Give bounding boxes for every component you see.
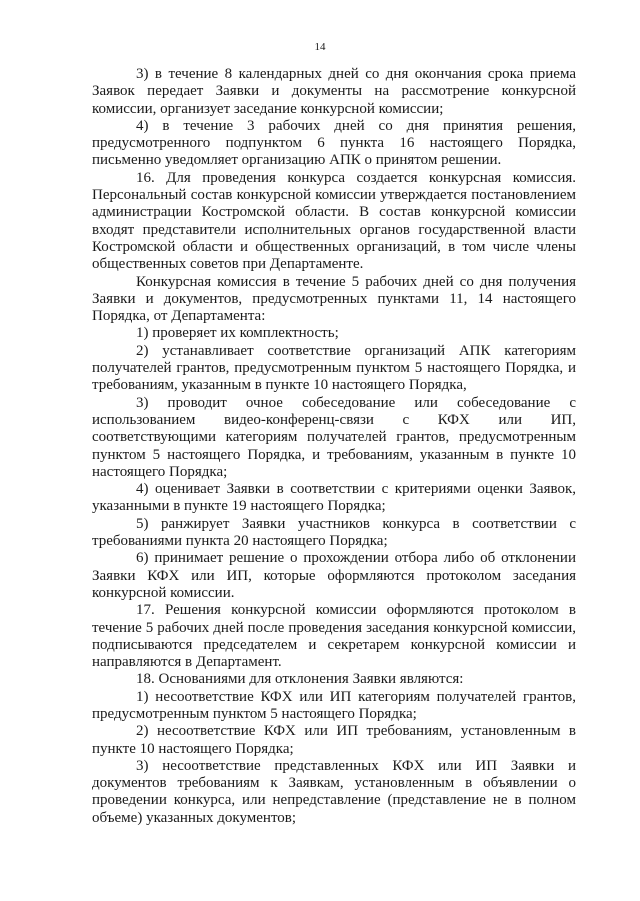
paragraph: 4) оценивает Заявки в соответствии с критериями оценки Заявок, указанными в пункте 19 настоящего Порядка; [92, 481, 576, 515]
paragraph: 6) принимает решение о прохождении отбора либо об отклонении Заявки КФХ или ИП, которые оформляются протоколом заседания конкурсной комиссии. [92, 550, 576, 601]
paragraph: 17. Решения конкурсной комиссии оформляются протоколом в течение 5 рабочих дней после проведения заседания конкурсной комиссии, подписываются председателем и секретарем конкурсной комиссии и направляются в Департамент. [92, 602, 576, 671]
paragraph: 5) ранжирует Заявки участников конкурса в соответствии с требованиями пункта 20 настоящего Порядка; [92, 515, 576, 550]
paragraph: 2) несоответствие КФХ или ИП требованиям, установленным в пункте 10 настоящего Порядка; [92, 723, 576, 757]
paragraph: 1) несоответствие КФХ или ИП категориям получателей грантов, предусмотренным пунктом 5 настоящего Порядка; [92, 688, 576, 722]
page-number: 14 [314, 41, 326, 53]
paragraph: Конкурсная комиссия в течение 5 рабочих дней со дня получения Заявки и документов, предусмотренных пунктами 11, 14 настоящего Порядка, от Департамента: [92, 273, 576, 325]
paragraph: 3) проводит очное собеседование или собеседование с использованием видео-конференц-связи с КФХ или ИП, соответствующими категориям получателей грантов, предусмотренным пунктом 5 настоящего Порядка, и требованиям, указанным в пункте 10 настоящего Порядка; [92, 394, 576, 480]
paragraph: 18. Основаниями для отклонения Заявки являются: [136, 671, 464, 688]
document-body [92, 66, 576, 827]
paragraph: 3) несоответствие представленных КФХ или ИП Заявки и документов требованиям к Заявкам, установленным в объявлении о проведении конкурса, или непредставление (представление не в полном объеме) указанных документов; [92, 757, 576, 826]
paragraph: 2) устанавливает соответствие организаций АПК категориям получателей грантов, предусмотренным пунктом 5 настоящего Порядка, и требованиям, указанным в пункте 10 настоящего Порядка, [92, 342, 576, 394]
paragraph: 4) в течение 3 рабочих дней со дня принятия решения, предусмотренного подпунктом 6 пункта 16 настоящего Порядка, письменно уведомляет организацию АПК о принятом решении. [92, 117, 576, 169]
paragraph: 3) в течение 8 календарных дней со дня окончания срока приема Заявок передает Заявки и документы на рассмотрение конкурсной комиссии, организует заседание конкурсной комиссии; [92, 66, 576, 117]
paragraph: 1) проверяет их комплектность; [136, 325, 339, 342]
paragraph: 16. Для проведения конкурса создается конкурсная комиссия. Персональный состав конкурсной комиссии утверждается постановлением администрации Костромской области. В состав конкурсной комиссии входят представители исполнительных органов государственной власти Костромской области и общественных организаций, в том числе члены общественных советов при Департаменте. [92, 169, 576, 273]
